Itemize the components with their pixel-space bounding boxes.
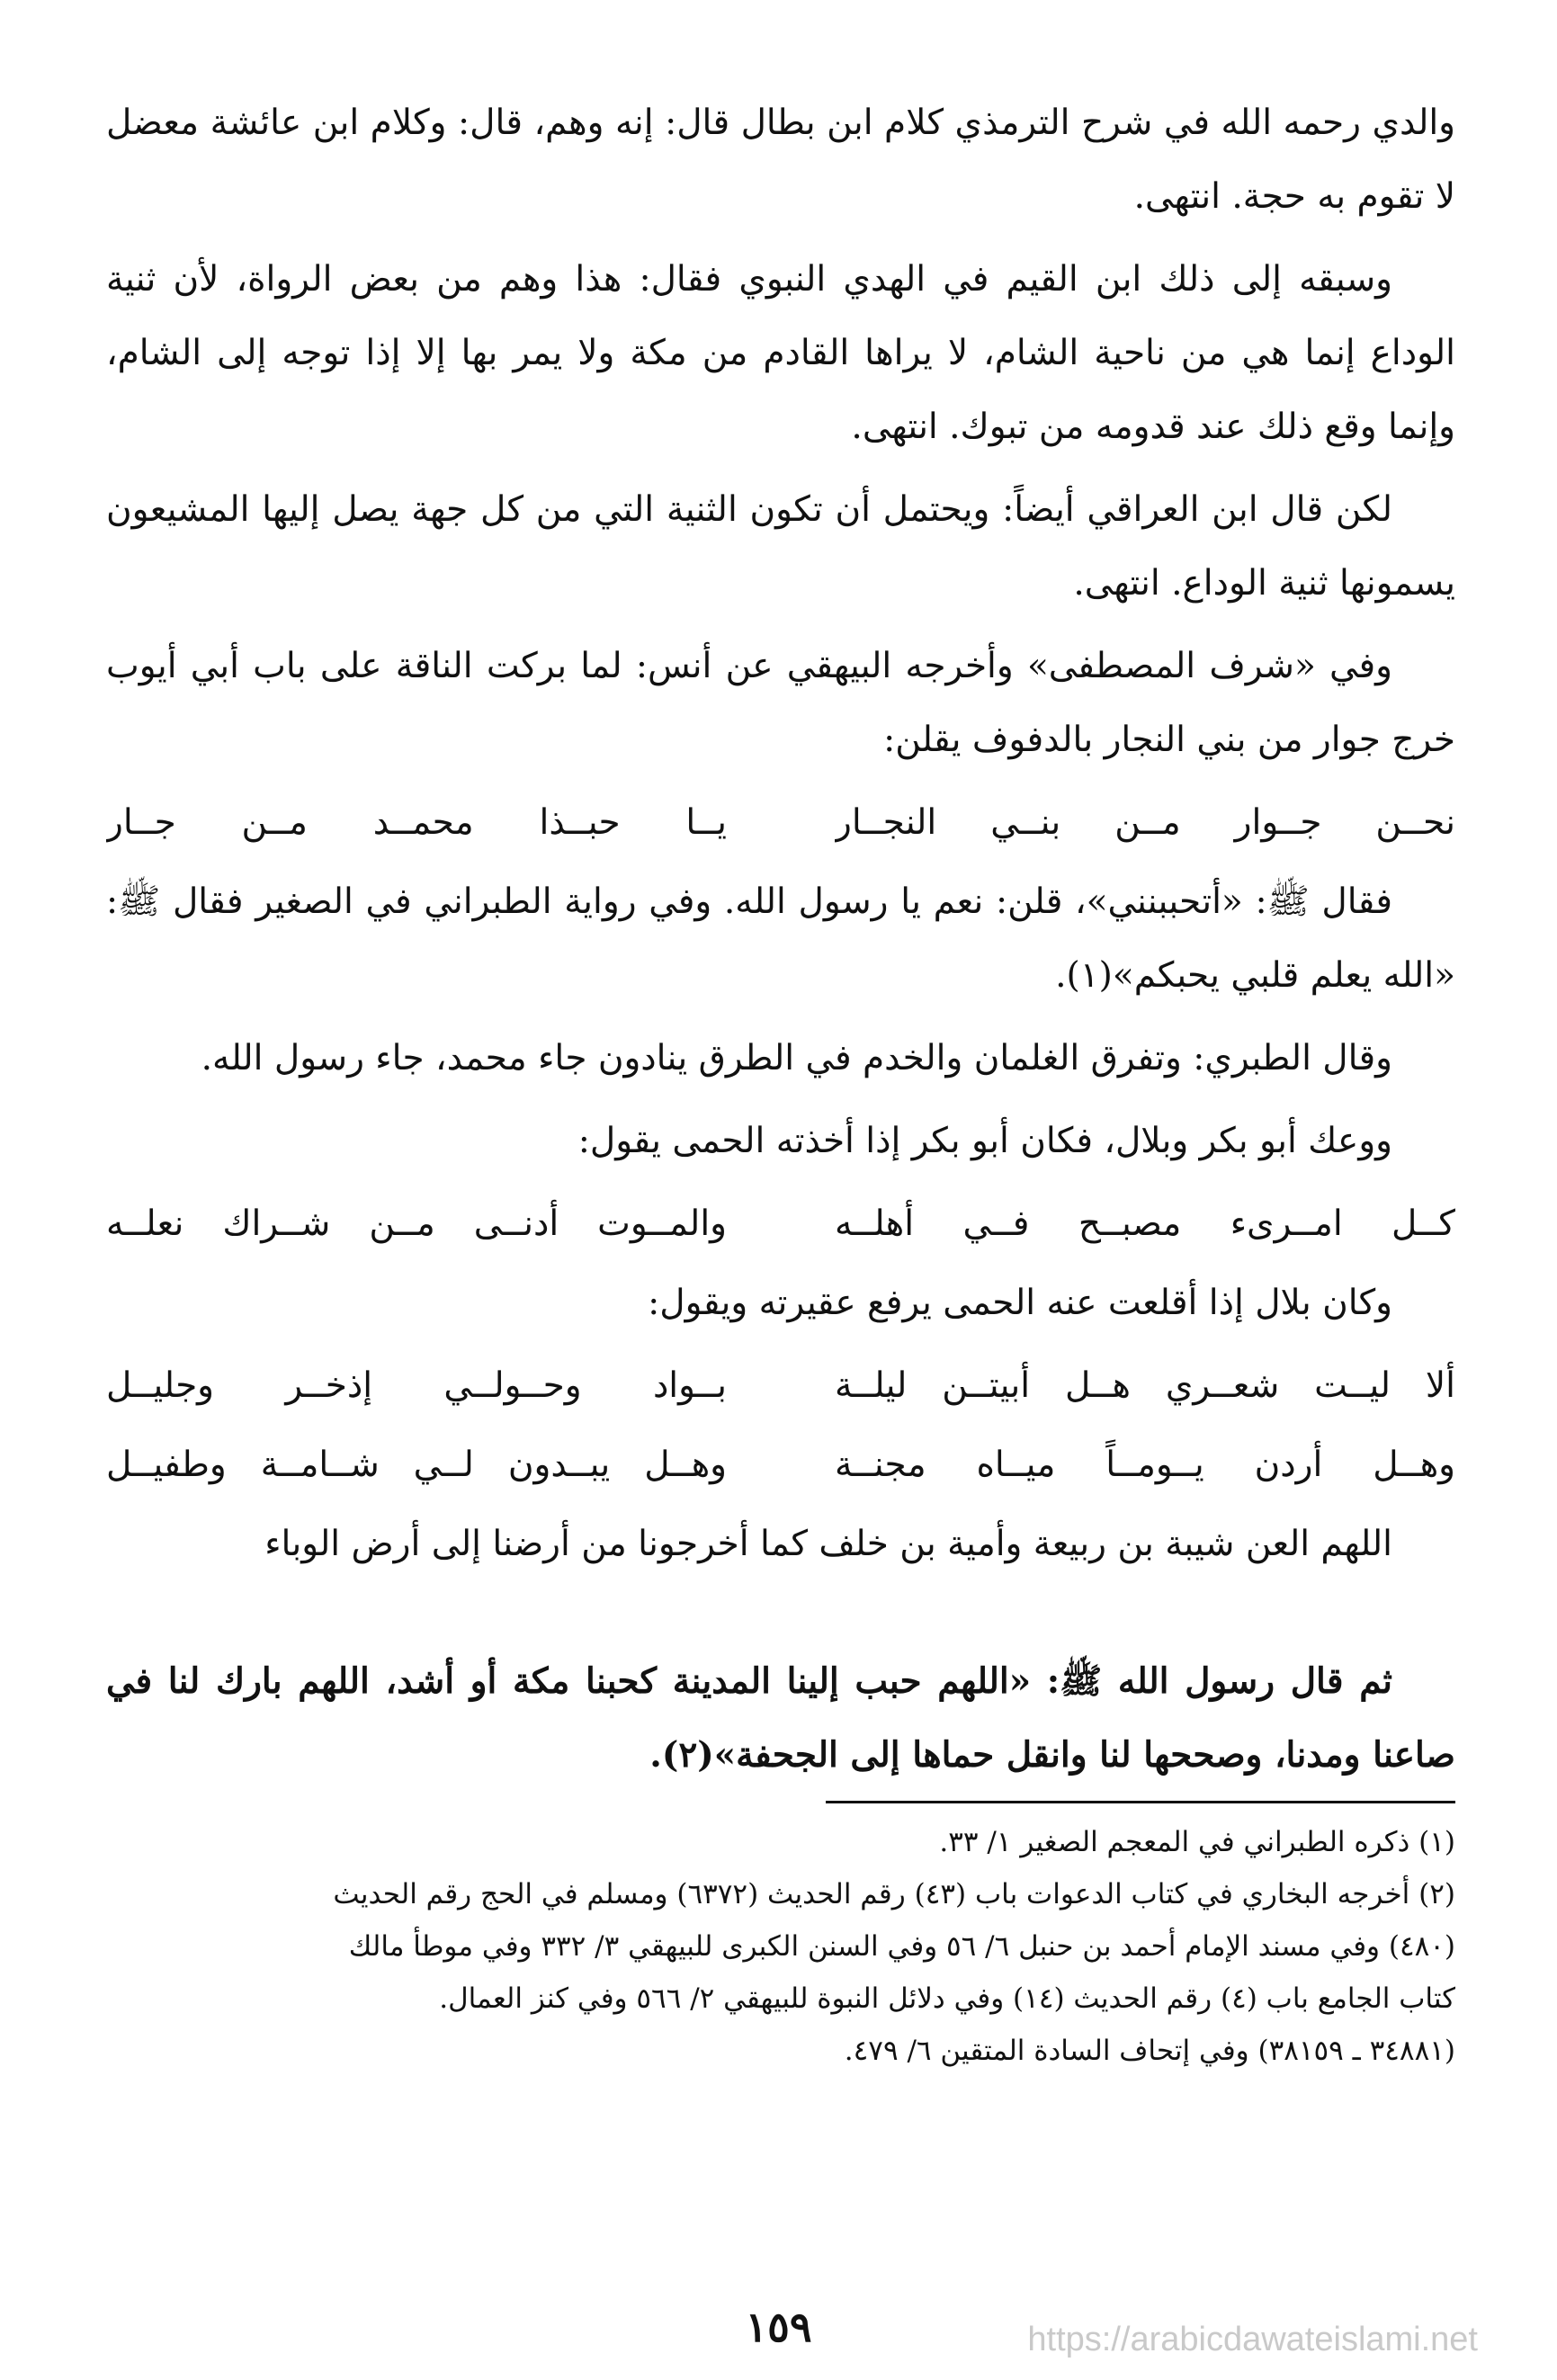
paragraph: ووعك أبو بكر وبلال، فكان أبو بكر إذا أخذته الحمى يقول: [577, 1121, 1392, 1161]
footnote-divider [826, 1801, 1455, 1803]
verse-second-hemistich: وهــل يبــدون لــي شــامــة وطفيــل [106, 1445, 727, 1485]
page-body [106, 86, 1455, 2077]
paragraph: وقال الطبري: وتفرق الغلمان والخدم في الطرق ينادون جاء محمد، جاء رسول الله. [201, 1038, 1392, 1078]
paragraph: وكان بلال إذا أقلعت عنه الحمى يرفع عقيرته ويقول: [648, 1283, 1392, 1323]
footnote-continuation: كتاب الجامع باب (٤) رقم الحديث (١٤) وفي دلائل النبوة للبيهقي ٢/ ٥٦٦ وفي كنز العمال. [439, 1982, 1455, 2015]
paragraph: وسبقه إلى ذلك ابن القيم في الهدي النبوي فقال: هذا وهم من بعض الرواة، لأن ثنية الوداع إنما هي من ناحية الشام، لا يراها القادم من مكة ولا يمر بها إلا إذا توجه إلى الشام، وإنما وقع ذلك عند قدومه من تبوك. انتهى. [106, 259, 1455, 447]
footnote-continuation: (٤٨٠) وفي مسند الإمام أحمد بن حنبل ٦/ ٥٦ وفي السنن الكبرى للبيهقي ٣/ ٣٣٢ وفي موطأ مالك [348, 1930, 1455, 1963]
poem-verse [106, 786, 1455, 860]
paragraph: فقال ﷺ: «أتحببنني»، قلن: نعم يا رسول الله. وفي رواية الطبراني في الصغير فقال ﷺ: «الله يعلم قلبي يحبكم»(١). [106, 881, 1455, 996]
footnote: (١) ذكره الطبراني في المعجم الصغير ١/ ٣٣. [939, 1826, 1455, 1858]
verse-second-hemistich: يــا حبــذا محمــد مــن جــار [106, 802, 727, 843]
poem-verse [106, 1428, 1455, 1502]
verse-first-hemistich: نحــن جــوار مــن بنــي النجــار [835, 802, 1455, 843]
paragraph-hadith: ثم قال رسول الله ﷺ: «اللهم حبب إلينا المدينة كحبنا مكة أو أشد، اللهم بارك لنا في صاعنا ومدنا، وصححها لنا وانقل حماها إلى الجحفة»(٢). [106, 1660, 1455, 1776]
spacer [106, 1590, 1455, 1644]
poem-verse [106, 1349, 1455, 1423]
paragraph: والدي رحمه الله في شرح الترمذي كلام ابن بطال قال: إنه وهم، قال: وكلام ابن عائشة معضل لا تقوم به حجة. انتهى. [106, 103, 1455, 217]
paragraph: لكن قال ابن العراقي أيضاً: ويحتمل أن تكون الثنية التي من كل جهة يصل إليها المشيعون يسمونها ثنية الوداع. انتهى. [106, 489, 1455, 604]
verse-second-hemistich: بــواد وحــولــي إذخــر وجليــل [106, 1365, 727, 1406]
watermark-url: https://arabicdawateislami.net [1027, 2321, 1478, 2358]
footnote-continuation: (٣٤٨٨١ ـ ٣٨١٥٩) وفي إتحاف السادة المتقين ٦/ ٤٧٩. [844, 2035, 1455, 2067]
paragraph: وفي «شرف المصطفى» وأخرجه البيهقي عن أنس: لما بركت الناقة على باب أبي أيوب خرج جوار من بني النجار بالدفوف يقلن: [106, 646, 1455, 760]
paragraph: اللهم العن شيبة بن ربيعة وأمية بن خلف كما أخرجونا من أرضنا إلى أرض الوباء [264, 1524, 1392, 1564]
verse-second-hemistich: والمــوت أدنــى مــن شــراك نعلــه [106, 1203, 727, 1244]
verse-first-hemistich: ألا ليــت شعــري هــل أبيتــن ليلــة [835, 1365, 1455, 1406]
page-number: ١٥٩ [745, 2303, 812, 2351]
footnote: (٢) أخرجه البخاري في كتاب الدعوات باب (٤٣) رقم الحديث (٦٣٧٢) ومسلم في الحج رقم الحديث [333, 1878, 1455, 1910]
verse-first-hemistich: كــل امــرىء مصبــح فــي أهلــه [835, 1203, 1455, 1244]
verse-first-hemistich: وهــل أردن يــومــاً ميــاه مجنــة [835, 1445, 1455, 1485]
poem-verse [106, 1187, 1455, 1261]
